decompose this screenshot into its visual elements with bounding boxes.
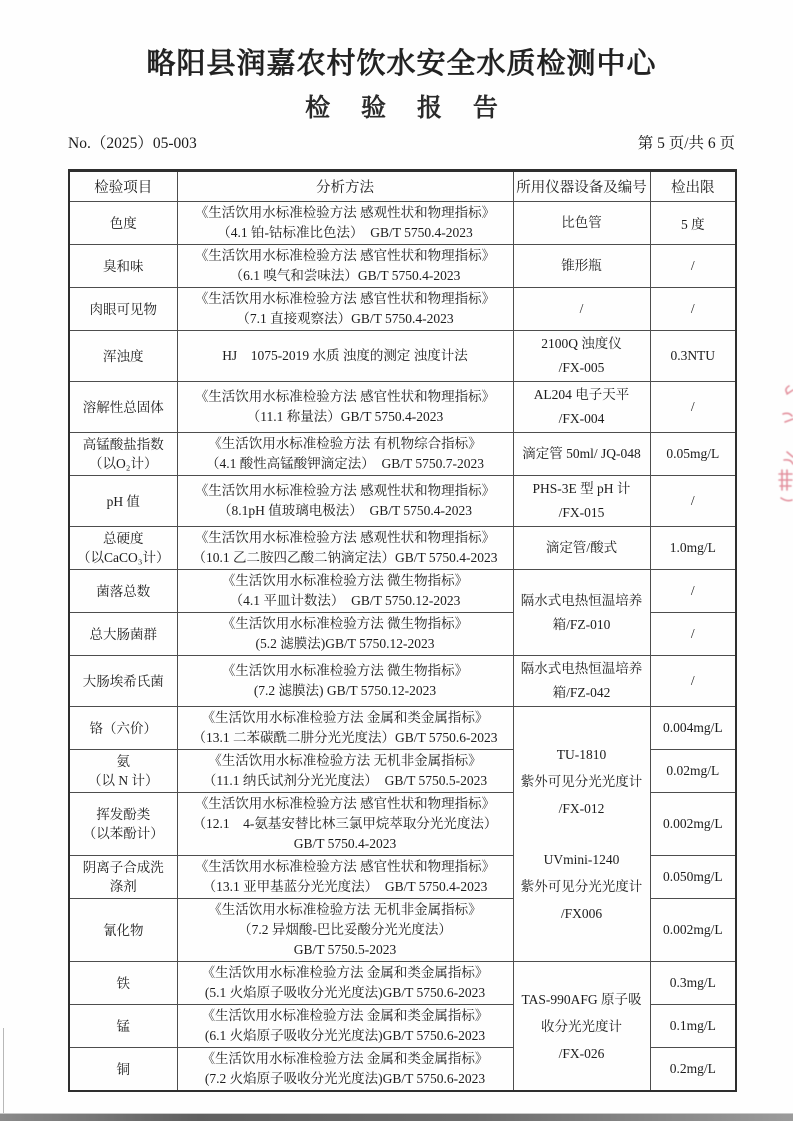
method-line: (5.2 滤膜法)GB/T 5750.12-2023 bbox=[255, 636, 435, 651]
method-line: （13.1 亚甲基蓝分光光度法） GB/T 5750.4-2023 bbox=[202, 879, 488, 894]
detection-limit: 0.3mg/L bbox=[650, 962, 736, 1005]
equipment: 紫外可见分光光度计 bbox=[520, 879, 643, 894]
method-line: HJ 1075-2019 水质 浊度的测定 浊度计法 bbox=[222, 348, 468, 363]
detection-limit: 0.02mg/L bbox=[650, 750, 736, 793]
item-name: 铁 bbox=[116, 975, 130, 991]
detection-limit: 5 度 bbox=[650, 202, 736, 245]
detection-limit: 0.2mg/L bbox=[650, 1048, 736, 1092]
method-line: （7.1 直接观察法）GB/T 5750.4-2023 bbox=[236, 311, 454, 326]
item-name: 总硬度 bbox=[103, 531, 144, 546]
equipment: /FX-005 bbox=[558, 360, 605, 375]
report-meta bbox=[68, 134, 735, 154]
method-line: 《生活饮用水标准检验方法 感官性状和物理指标》 bbox=[194, 389, 496, 404]
equipment: 箱/FZ-042 bbox=[552, 685, 611, 700]
method-line: （4.1 平皿计数法） GB/T 5750.12-2023 bbox=[229, 593, 461, 608]
item-name: 阴离子合成洗 bbox=[82, 860, 164, 875]
detection-limit: / bbox=[650, 288, 736, 331]
table-row bbox=[69, 382, 736, 433]
detection-limit: 0.1mg/L bbox=[650, 1005, 736, 1048]
method-line: GB/T 5750.5-2023 bbox=[293, 942, 397, 957]
item-name: 总大肠菌群 bbox=[89, 626, 157, 642]
equipment: 紫外可见分光光度计 bbox=[520, 774, 643, 789]
item-name: 臭和味 bbox=[103, 258, 144, 274]
method-line: (7.2 滤膜法) GB/T 5750.12-2023 bbox=[253, 683, 437, 698]
item-name: 铬（六价） bbox=[89, 720, 157, 736]
item-name: 大肠埃希氏菌 bbox=[82, 673, 164, 689]
method-line: （4.1 酸性高锰酸钾滴定法） GB/T 5750.7-2023 bbox=[205, 456, 484, 471]
equipment: /FX-012 bbox=[558, 801, 605, 816]
method-line: (5.1 火焰原子吸收分光光度法)GB/T 5750.6-2023 bbox=[204, 985, 486, 1000]
detection-limit: 0.3NTU bbox=[650, 331, 736, 382]
equipment: 收分光光度计 bbox=[541, 1018, 622, 1034]
table-row bbox=[69, 527, 736, 570]
detection-limit: / bbox=[650, 382, 736, 433]
method-line: （8.1pH 值玻璃电极法） GB/T 5750.4-2023 bbox=[217, 503, 472, 518]
method-line: 《生活饮用水标准检验方法 感观性状和物理指标》 bbox=[194, 530, 496, 545]
detection-limit: / bbox=[650, 656, 736, 707]
report-number: No.（2025）05-003 bbox=[68, 135, 197, 152]
item-name: 锰 bbox=[116, 1018, 130, 1034]
method-line: 《生活饮用水标准检验方法 感观性状和物理指标》 bbox=[194, 205, 496, 220]
page-edge-artifact bbox=[3, 1028, 4, 1114]
method-line: 《生活饮用水标准检验方法 金属和类金属指标》 bbox=[201, 965, 489, 980]
item-name: 菌落总数 bbox=[96, 583, 151, 599]
item-name: 高锰酸盐指数 bbox=[82, 437, 164, 452]
detection-limit: / bbox=[650, 613, 736, 656]
table-row bbox=[69, 331, 736, 382]
equipment: /FX-015 bbox=[558, 505, 605, 520]
table-row bbox=[69, 962, 736, 1005]
method-line: 《生活饮用水标准检验方法 金属和类金属指标》 bbox=[201, 710, 489, 725]
method-line: 《生活饮用水标准检验方法 感观性状和物理指标》 bbox=[194, 483, 496, 498]
table-row bbox=[69, 433, 736, 476]
page-content bbox=[68, 0, 735, 1092]
equipment: 锥形瓶 bbox=[561, 258, 602, 273]
method-line: （13.1 二苯碳酰二肼分光光度法）GB/T 5750.6-2023 bbox=[192, 730, 498, 745]
method-line: 《生活饮用水标准检验方法 有机物综合指标》 bbox=[208, 436, 482, 451]
equipment: 2100Q 浊度仪 bbox=[541, 336, 622, 351]
equipment: UVmini-1240 bbox=[543, 852, 620, 867]
table-header-row bbox=[69, 171, 736, 202]
item-name: 色度 bbox=[109, 215, 137, 231]
equipment-group-gap bbox=[516, 822, 648, 846]
item-name: （以O₂计） bbox=[89, 456, 158, 471]
table-row bbox=[69, 202, 736, 245]
detection-limit: 0.002mg/L bbox=[650, 899, 736, 962]
method-line: 《生活饮用水标准检验方法 微生物指标》 bbox=[221, 616, 469, 631]
table-row bbox=[69, 476, 736, 527]
scan-bottom-band bbox=[0, 1113, 793, 1121]
method-line: 《生活饮用水标准检验方法 感官性状和物理指标》 bbox=[194, 796, 496, 811]
item-name: 涤剂 bbox=[109, 879, 137, 894]
item-name: （以苯酚计） bbox=[82, 826, 164, 841]
detection-limit: 1.0mg/L bbox=[650, 527, 736, 570]
header-item: 检验项目 bbox=[69, 171, 177, 202]
equipment: TU-1810 bbox=[556, 747, 607, 762]
method-line: 《生活饮用水标准检验方法 微生物指标》 bbox=[221, 663, 469, 678]
method-line: （11.1 称量法）GB/T 5750.4-2023 bbox=[246, 409, 444, 424]
equipment: 箱/FZ-010 bbox=[552, 616, 611, 632]
item-name: 浑浊度 bbox=[103, 348, 144, 364]
header-method: 分析方法 bbox=[177, 171, 513, 202]
report-center-title: 略阳县润嘉农村饮水安全水质检测中心 bbox=[146, 48, 657, 80]
methods-table bbox=[68, 169, 737, 1092]
equipment: AL204 电子天平 bbox=[533, 387, 630, 402]
equipment: /FX006 bbox=[560, 906, 603, 921]
method-line: 《生活饮用水标准检验方法 无机非金属指标》 bbox=[208, 902, 482, 917]
detection-limit: 0.002mg/L bbox=[650, 793, 736, 856]
equipment: 滴定管 50ml/ JQ-048 bbox=[522, 446, 641, 461]
method-line: (6.1 火焰原子吸收分光光度法)GB/T 5750.6-2023 bbox=[204, 1028, 486, 1043]
item-name: （以 N 计） bbox=[88, 773, 159, 788]
item-name: （以CaCO₃计） bbox=[77, 550, 170, 565]
method-line: 《生活饮用水标准检验方法 金属和类金属指标》 bbox=[201, 1008, 489, 1023]
method-line: (7.2 火焰原子吸收分光光度法)GB/T 5750.6-2023 bbox=[204, 1071, 486, 1086]
equipment: TAS-990AFG 原子吸 bbox=[521, 991, 642, 1007]
detection-limit: / bbox=[650, 476, 736, 527]
equipment: PHS-3E 型 pH 计 bbox=[532, 481, 631, 496]
method-line: （11.1 纳氏试剂分光光度法） GB/T 5750.5-2023 bbox=[202, 773, 488, 788]
item-name: 溶解性总固体 bbox=[82, 399, 164, 415]
detection-limit: / bbox=[650, 570, 736, 613]
equipment: /FX-026 bbox=[558, 1045, 605, 1061]
detection-limit: / bbox=[650, 245, 736, 288]
method-line: 《生活饮用水标准检验方法 金属和类金属指标》 bbox=[201, 1051, 489, 1066]
equipment: 滴定管/酸式 bbox=[545, 540, 618, 555]
equipment: /FX-004 bbox=[558, 411, 605, 426]
equipment: 隔水式电热恒温培养 bbox=[520, 592, 643, 608]
detection-limit: 0.050mg/L bbox=[650, 856, 736, 899]
detection-limit: 0.004mg/L bbox=[650, 707, 736, 750]
detection-limit: 0.05mg/L bbox=[650, 433, 736, 476]
page-indicator: 第 5 页/共 6 页 bbox=[637, 135, 735, 152]
item-name: 铜 bbox=[116, 1061, 130, 1077]
method-line: GB/T 5750.4-2023 bbox=[293, 836, 397, 851]
method-line: 《生活饮用水标准检验方法 感官性状和物理指标》 bbox=[194, 859, 496, 874]
table-row bbox=[69, 288, 736, 331]
method-line: 《生活饮用水标准检验方法 微生物指标》 bbox=[221, 573, 469, 588]
method-line: （10.1 乙二胺四乙酸二钠滴定法）GB/T 5750.4-2023 bbox=[192, 550, 498, 565]
method-line: 《生活饮用水标准检验方法 感官性状和物理指标》 bbox=[194, 248, 496, 263]
method-line: 《生活饮用水标准检验方法 感官性状和物理指标》 bbox=[194, 291, 496, 306]
method-line: 《生活饮用水标准检验方法 无机非金属指标》 bbox=[208, 753, 482, 768]
header-limit: 检出限 bbox=[650, 171, 736, 202]
method-line: （7.2 异烟酸-巴比妥酸分光光度法） bbox=[238, 922, 452, 937]
item-name: pH 值 bbox=[106, 493, 140, 509]
red-stamp-fragment bbox=[769, 378, 793, 514]
header-equipment: 所用仪器设备及编号 bbox=[513, 171, 650, 202]
method-line: （6.1 嗅气和尝味法）GB/T 5750.4-2023 bbox=[229, 268, 461, 283]
report-title: 检 验 报 告 bbox=[305, 94, 510, 122]
item-name: 氰化物 bbox=[103, 922, 144, 938]
table-row bbox=[69, 245, 736, 288]
table-row bbox=[69, 570, 736, 613]
table-row bbox=[69, 707, 736, 750]
equipment: / bbox=[579, 301, 584, 316]
method-line: （12.1 4-氨基安替比林三氯甲烷萃取分光光度法） bbox=[192, 816, 498, 831]
equipment: 比色管 bbox=[561, 215, 602, 230]
item-name: 肉眼可见物 bbox=[89, 301, 157, 317]
item-name: 氨 bbox=[116, 754, 130, 769]
item-name: 挥发酚类 bbox=[96, 807, 151, 822]
equipment: 隔水式电热恒温培养 bbox=[520, 661, 643, 676]
table-row bbox=[69, 656, 736, 707]
method-line: （4.1 铂-钴标准比色法） GB/T 5750.4-2023 bbox=[217, 225, 473, 240]
